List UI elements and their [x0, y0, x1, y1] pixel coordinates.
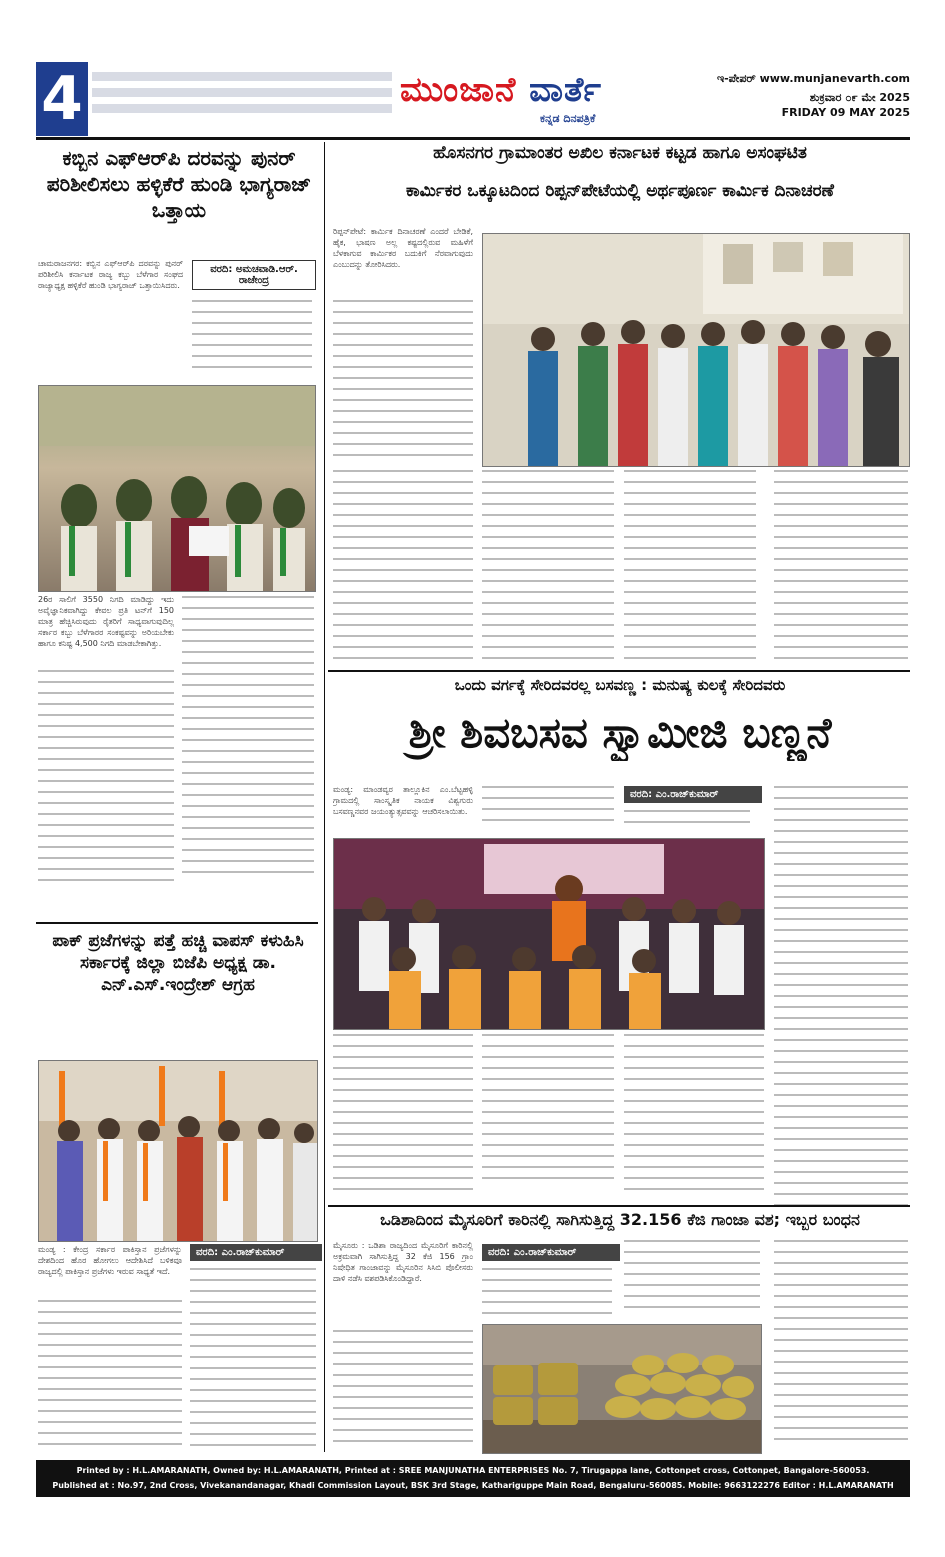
masthead-band — [92, 88, 392, 97]
tagline: ಕನ್ನಡ ದಿನಪತ್ರಿಕೆ — [540, 112, 596, 125]
bjp-protest-photo-illustration — [39, 1061, 317, 1241]
masthead-rule — [36, 137, 910, 140]
story1-headline: ಕಬ್ಬಿನ ಎಫ್‌ಆರ್‌ಪಿ ದರವನ್ನು ಪುನರ್ ಪರಿಶೀಲಿಸಲು ಹಳ್ಳಿಕೆರೆ ಹುಂಡಿ ಭಾಗ್ಯರಾಜ್ ಒತ್ತಾಯ — [46, 146, 312, 222]
story2-headline-1: ಹೊಸನಗರ ಗ್ರಾಮಾಂತರ ಅಖಿಲ ಕರ್ನಾಟಕ ಕಟ್ಟಡ ಹಾಗೂ ಅಸಂಘಟಿತ — [433, 143, 807, 163]
farmers-photo-illustration — [39, 386, 315, 591]
column-divider — [324, 142, 325, 1452]
story4-lead: ಮಂಡ್ಯ : ಕೇಂದ್ರ ಸರ್ಕಾರ ಪಾಕಿಸ್ತಾನ ಪ್ರಜೆಗಳನ್ನು ದೇಶದಿಂದ ಹೊರ ಹೋಗಲು ಆದೇಶಿಸಿದೆ ಬಳಿಕವೂ ರಾಜ್ಯದಲ್ಲಿ ಪಾಕಿಸ್ತಾನ ಪ್ರಜೆಗಳು ಇರುವ ಸಾಧ್ಯತೆ ಇದೆ. — [38, 1245, 182, 1276]
logo-word-2: ವಾರ್ತೆ — [529, 70, 602, 110]
story5-lead: ಮೈಸೂರು : ಒಡಿಶಾ ರಾಜ್ಯದಿಂದ ಮೈಸೂರಿಗೆ ಕಾರಿನಲ್ಲಿ ಅಕ್ರಮವಾಗಿ ಸಾಗಿಸುತ್ತಿದ್ದ 32 ಕೆಜಿ 156 ಗ್ರಾಂ ನಿಷೇಧಿತ ಗಾಂಜಾವನ್ನು ಮೈಸೂರಿನ ಸಿಸಿಬಿ ಪೊಲೀಸರು ದಾಳಿ ನಡೆಸಿ ವಶಪಡಿಸಿಕೊಂಡಿದ್ದಾರೆ. — [333, 1241, 473, 1283]
workers-photo-illustration — [483, 234, 909, 466]
story3-lead: ಮಂಡ್ಯ: ಮಾಂಡವ್ಯರ ತಾಲ್ಲೂಕಿನ ಎಂ.ಬೆಟ್ಟಹಳ್ಳಿ ಗ್ರಾಮದಲ್ಲಿ ಸಾಂಸ್ಕೃತಿಕ ನಾಯಕ ವಿಶ್ವಗುರು ಬಸವಣ್ಣನವರ ಜಯಂತ್ಯುತ್ಸವವನ್ನು ಆಚರಿಸಲಾಯಿತು. — [333, 785, 473, 816]
print-line-2: Published at : No.97, 2nd Cross, Vivekanandanagar, Khadi Commission Layout, BSK 3rd Stage, Kathariguppe Main Road, Bengaluru-560085. Mobile: 9663122276 Editor : H.L.AMARANATH — [52, 1481, 894, 1490]
seized-ganja-photo-illustration — [483, 1325, 761, 1453]
felicitation-photo-illustration — [334, 839, 764, 1029]
story3-photo — [333, 838, 765, 1030]
story3-col1 — [333, 1034, 473, 1199]
story2-col2 — [482, 470, 614, 665]
page-number: 4 — [36, 62, 88, 136]
story1-byline: ವರದಿ: ಅಮಚವಾಡಿ.ಆರ್. ರಾಜೇಂದ್ರ — [192, 260, 316, 290]
date-english: FRIDAY 09 MAY 2025 — [781, 106, 910, 119]
story4-photo — [38, 1060, 318, 1242]
story2-headline-2: ಕಾರ್ಮಿಕರ ಒಕ್ಕೂಟದಿಂದ ರಿಪ್ಪನ್‌ಪೇಟೆಯಲ್ಲಿ ಅರ್ಥಪೂರ್ಣ ಕಾರ್ಮಿಕ ದಿನಾಚರಣೆ — [406, 181, 834, 201]
story3-byline: ವರದಿ: ಎಂ.ರಾಜ್‌ಕುಮಾರ್ — [624, 786, 762, 803]
story5-col4 — [774, 1240, 908, 1452]
story5-headline: ಒಡಿಶಾದಿಂದ ಮೈಸೂರಿಗೆ ಕಾರಿನಲ್ಲಿ ಸಾಗಿಸುತ್ತಿದ್ದ 32.156 ಕೆಜಿ ಗಾಂಜಾ ವಶ; ಇಬ್ಬರ ಬಂಧನ — [380, 1210, 860, 1229]
story3-kicker: ಒಂದು ವರ್ಗಕ್ಕೆ ಸೇರಿದವರಲ್ಲ ಬಸವಣ್ಣ : ಮನುಷ್ಯ ಕುಲಕ್ಕೆ ಸೇರಿದವರು — [454, 676, 786, 694]
epaper-url[interactable]: ಇ-ಪೇಪರ್ www.munjanevarth.com — [716, 72, 910, 85]
story2-col4 — [774, 470, 908, 665]
story4-byline: ವರದಿ: ಎಂ.ರಾಜ್‌ಕುಮಾರ್ — [190, 1244, 322, 1261]
story4-headline: ಪಾಕ್ ಪ್ರಜೆಗಳನ್ನು ಪತ್ತೆ ಹಚ್ಚಿ ವಾಪಸ್ ಕಳುಹಿಸಿ ಸರ್ಕಾರಕ್ಕೆ ಜಿಲ್ಲಾ ಬಿಜೆಪಿ ಅಧ್ಯಕ್ಷ ಡಾ. ಎನ್.ಎಸ್.ಇಂದ್ರೇಶ್ ಆಗ್ರಹ — [52, 931, 304, 996]
story1-body — [192, 300, 312, 380]
newspaper-logo — [400, 70, 670, 114]
story3-col3 — [624, 1034, 764, 1199]
story2-col1 — [333, 470, 473, 665]
story4-col2 — [190, 1268, 316, 1453]
story2-lead: ರಿಪ್ಪನ್‌ಪೇಟೆ: ಕಾರ್ಮಿಕ ದಿನಾಚರಣೆ ಎಂದರೆ ಬೇಡಿಕೆ, ಹೈಕ, ಭಾಷಣ ಅಲ್ಲ ಕಷ್ಟದಲ್ಲಿರುವ ಮಹಿಳೆಗೆ ಬೆಳಕಾಗುವ ಕಾರ್ಮಿಕರ ಬದುಕಿಗೆ ನೆರವಾಗುವುದು ಎಂಬುದನ್ನು ತೋರಿಸಿದರು. — [333, 227, 473, 269]
story2-col3 — [624, 470, 756, 665]
story1-col2 — [182, 596, 314, 911]
story1-photo — [38, 385, 316, 592]
story2-photo — [482, 233, 910, 467]
masthead-band — [92, 72, 392, 81]
date-kannada: ಶುಕ್ರವಾರ ೦೯ ಮೇ 2025 — [809, 91, 910, 104]
print-line-1: Printed by : H.L.AMARANATH, Owned by: H.L.AMARANATH, Printed at : SREE MANJUNATHA ENTERPRISES No. 7, Tirugappa lane, Cottonpet cross, Cottonpet, Bangalore-560053. — [76, 1466, 870, 1475]
story1-lead: ಚಾಮರಾಜನಗರ: ಕಬ್ಬಿನ ಎಫ್‌ಆರ್‌ಪಿ ದರವನ್ನು ಪುನರ್ ಪರಿಶೀಲಿಸಿ ಕರ್ನಾಟಕ ರಾಜ್ಯ ಕಬ್ಬು ಬೆಳೆಗಾರ ಸಂಘದ ರಾಜ್ಯಾಧ್ಯಕ್ಷ ಹಳ್ಳಿಕೆರೆ ಹುಂಡಿ ಭಾಗ್ಯರಾಜ್ ಒತ್ತಾಯಿಸಿದರು. — [38, 259, 183, 290]
print-line — [36, 1460, 910, 1497]
story1-col1: 26ರ ಸಾಲಿಗೆ 3550 ನಿಗದಿ ಮಾಡಿದ್ದು ಇದು ಅವೈಜ್ಞಾನಿಕವಾಗಿದ್ದು ಕೇವಲ ಪ್ರತಿ ಟನ್‌ಗೆ 150 ಮಾತ್ರ ಹೆಚ್ಚಿಸಿರುವುದು ರೈತರಿಗೆ ಸಾಧ್ಯವಾಗುವುದಿಲ್ಲ ಸರ್ಕಾರ ಕಬ್ಬು ಬೆಳೆಗಾರರ ಸಂಕಷ್ಟವನ್ನು ಅರಿಯಬೇಕು ಹಾಗೂ ಕನಿಷ್ಟ 4,500 ನಿಗದಿ ಮಾಡಬೇಕಾಗಿತ್ತು. — [38, 595, 174, 648]
story3-col4 — [774, 786, 908, 1211]
story3-col2 — [482, 1034, 614, 1184]
masthead-band — [92, 104, 392, 113]
story5-photo — [482, 1324, 762, 1454]
story3-headline: ಶ್ರೀ ಶಿವಬಸವ ಸ್ವಾಮೀಜಿ ಬಣ್ಣನೆ — [408, 708, 832, 757]
date-block — [690, 90, 910, 120]
logo-word-1: ಮುಂಜಾನೆ — [400, 70, 517, 110]
story5-byline: ವರದಿ: ಎಂ.ರಾಜ್‌ಕುಮಾರ್ — [482, 1244, 620, 1261]
